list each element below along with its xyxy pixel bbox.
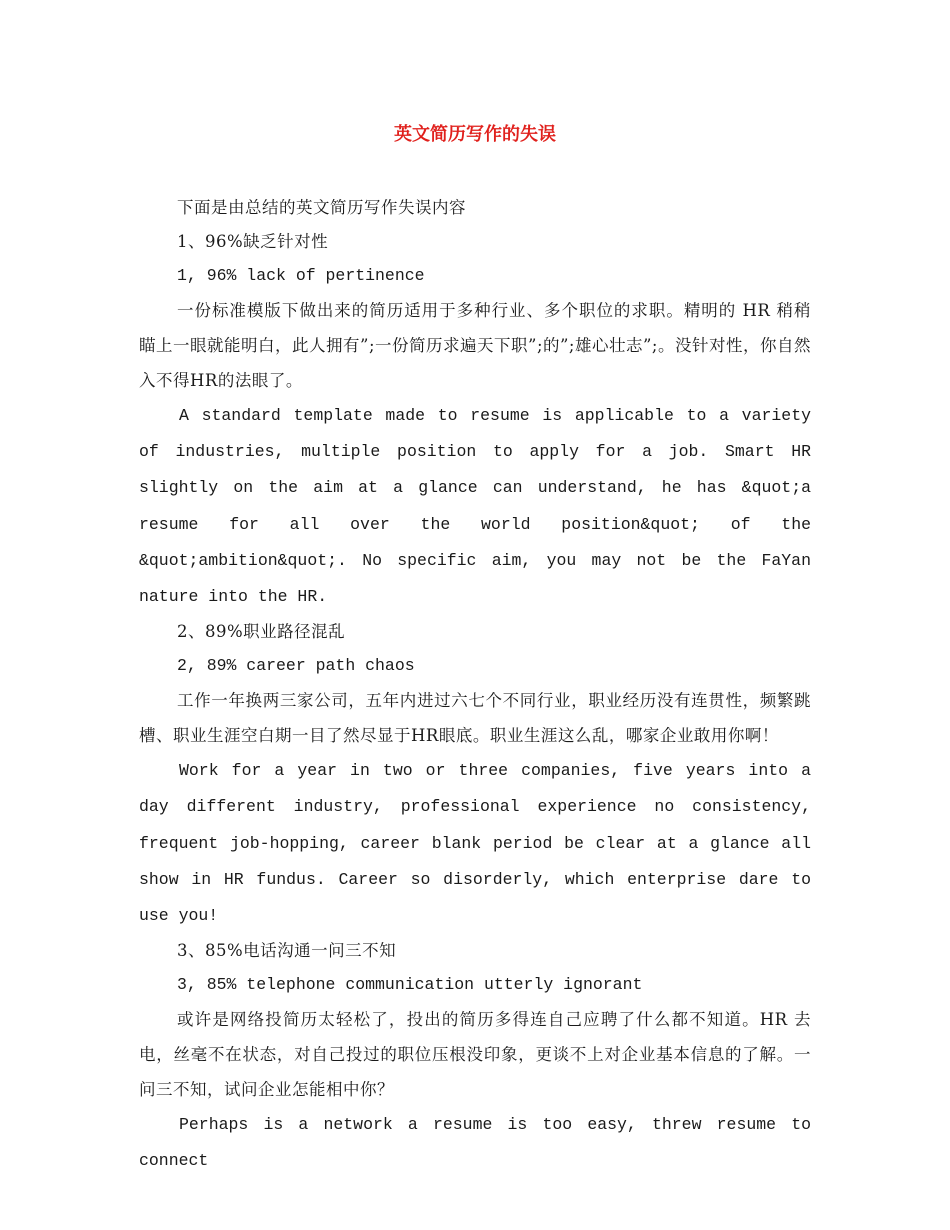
section-heading-cn-2: 2、89%职业路径混乱 xyxy=(177,622,346,642)
document-title: 英文简历写作的失误 xyxy=(394,124,556,145)
section-heading-en-3: 3, 85% telephone communication utterly ignorant xyxy=(177,975,643,995)
section-heading-en-2: 2, 89% career path chaos xyxy=(177,656,415,676)
section-heading-en-1: 1, 96% lack of pertinence xyxy=(177,266,425,285)
section-heading-cn-1: 1、96%缺乏针对性 xyxy=(177,232,329,251)
body-paragraph-cn-1: 一份标准模版下做出来的简历适用于多种行业、多个职位的求职。精明的 HR 稍稍瞄上一眼就能明白，此人拥有”;一份简历求遍天下职”;的”;雄心壮志”;。没针对性，你自然入不得HR的法眼了。 xyxy=(139,301,811,390)
body-paragraph-cn-3: 或许是网络投简历太轻松了，投出的简历多得连自己应聘了什么都不知道。HR 去电，丝毫不在状态，对自己投过的职位压根没印象，更谈不上对企业基本信息的了解。一问三不知，试问企业怎能相中你？ xyxy=(139,1010,811,1100)
document-body xyxy=(139,190,811,1180)
section-heading-cn-3: 3、85%电话沟通一问三不知 xyxy=(177,941,397,961)
body-paragraph-en-3: Perhaps is a network a resume is too easy, threw resume to connect xyxy=(139,1115,811,1171)
body-paragraph-cn-2: 工作一年换两三家公司，五年内进过六七个不同行业，职业经历没有连贯性，频繁跳槽、职业生涯空白期一目了然尽显于HR眼底。职业生涯这么乱，哪家企业敢用你啊！ xyxy=(139,691,811,746)
body-paragraph-en-1: A standard template made to resume is applicable to a variety of industries, multiple position to apply for a job. Smart HR slightly on the aim at a glance can understand, he has &quot;a resume for all over the world position&quot; of the &quot;ambition&quot;. No specific aim, you may not be the FaYan nature into the HR. xyxy=(139,406,811,607)
body-paragraph-en-2: Work for a year in two or three companies, five years into a day different industry, professional experience no consistency, frequent job-hopping, career blank period be clear at a glance all show in HR fundus. Career so disorderly, which enterprise dare to use you! xyxy=(139,761,811,926)
intro-paragraph: 下面是由总结的英文简历写作失误内容 xyxy=(177,198,466,217)
